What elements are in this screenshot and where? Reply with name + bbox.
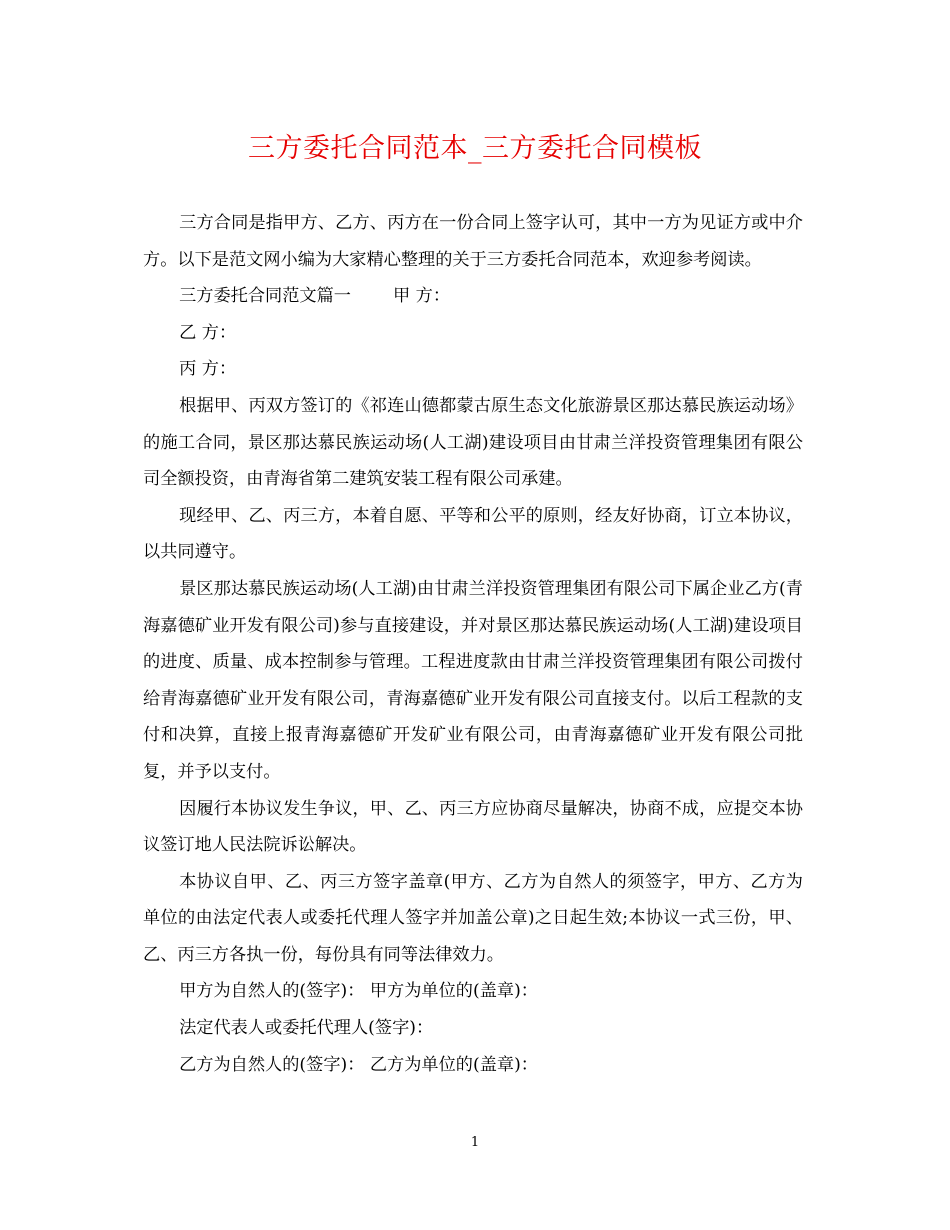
party-a-signature-line: 甲方为自然人的(签字)： 甲方为单位的(盖章)： [179, 981, 538, 1002]
party-b-label: 乙 方： [179, 322, 237, 343]
party-a-label: 甲 方： [393, 286, 451, 307]
effectiveness-paragraph: 本协议自甲、乙、丙三方签字盖章(甲方、乙方为自然人的须签字，甲方、乙方为单位的由法定代表人或委托代理人签字并加盖公章)之日起生效;本协议一式三份，甲、乙、丙三方各执一份，每份具有同等法律效力。 [143, 871, 803, 965]
intro-paragraph: 三方合同是指甲方、乙方、丙方在一份合同上签字认可，其中一方为见证方或中介方。以下是范文网小编为大家精心整理的关于三方委托合同范本，欢迎参考阅读。 [143, 213, 803, 270]
section-heading: 三方委托合同范文篇一 [179, 286, 351, 307]
agreement-paragraph: 现经甲、乙、丙三方，本着自愿、平等和公平的原则，经友好协商，订立本协议，以共同遵守。 [143, 505, 803, 563]
section-heading-line [143, 278, 803, 315]
party-b-signature-line: 乙方为自然人的(签字)： 乙方为单位的(盖章)： [179, 1054, 538, 1075]
dispute-paragraph: 因履行本协议发生争议，甲、乙、丙三方应协商尽量解决，协商不成，应提交本协议签订地人民法院诉讼解决。 [143, 798, 803, 856]
representative-signature-line: 法定代表人或委托代理人(签字)： [179, 1018, 434, 1039]
party-c-label: 丙 方： [179, 359, 237, 380]
page-number: 1 [470, 1135, 480, 1150]
document-body [143, 205, 803, 1083]
project-paragraph: 景区那达慕民族运动场(人工湖)由甘肃兰洋投资管理集团有限公司下属企业乙方(青海嘉德矿业开发有限公司)参与直接建设，并对景区那达慕民族运动场(人工湖)建设项目的进度、质量、成本控制参与管理。工程进度款由甘肃兰洋投资管理集团有限公司拨付给青海嘉德矿业开发有限公司，青海嘉德矿业开发有限公司直接支付。以后工程款的支付和决算，直接上报青海嘉德矿开发矿业有限公司，由青海嘉德矿业开发有限公司批复，并予以支付。 [143, 578, 803, 782]
background-paragraph: 根据甲、丙双方签订的《祁连山德都蒙古原生态文化旅游景区那达慕民族运动场》的施工合同，景区那达慕民族运动场(人工湖)建设项目由甘肃兰洋投资管理集团有限公司全额投资，由青海省第二建筑安装工程有限公司承建。 [143, 395, 803, 490]
document-title: 三方委托合同范本_三方委托合同模板 [248, 133, 702, 164]
